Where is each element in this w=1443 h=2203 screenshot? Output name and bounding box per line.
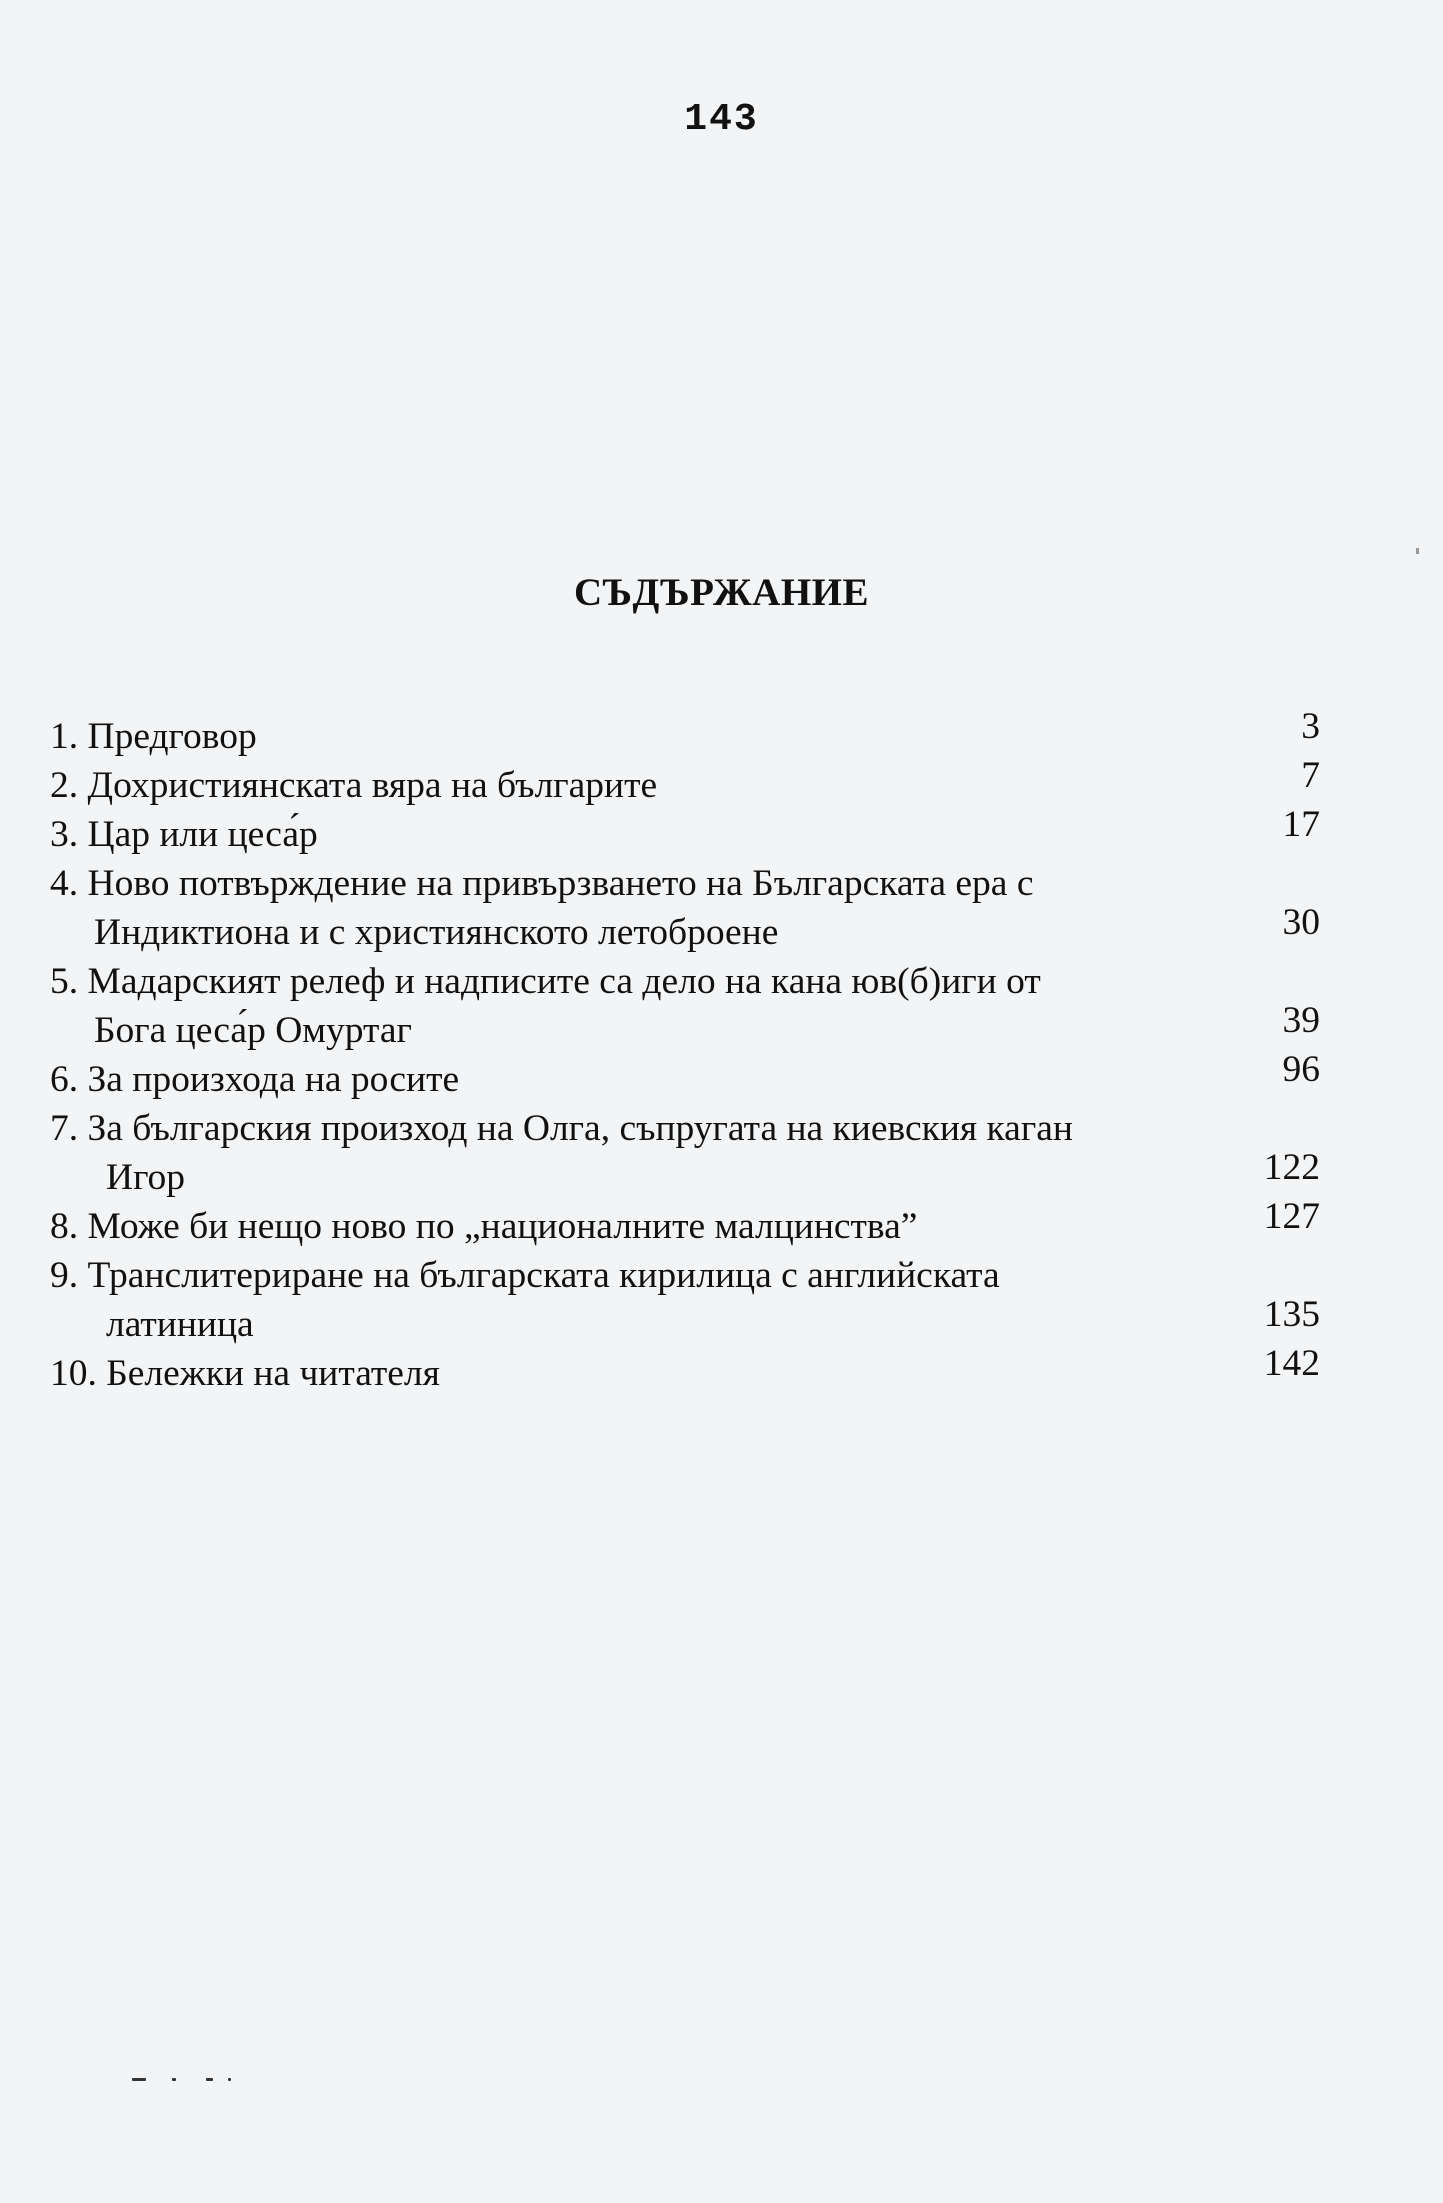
- toc-entry-text-continued: Индиктиона и с християнското летоброене: [94, 912, 779, 953]
- toc-entry-text-continued: Бога цеса́р Омуртаг: [94, 1010, 412, 1051]
- toc-entry-text: 5. Мадарският релеф и надписите са дело на кана юв(б)иги от: [50, 961, 1041, 1002]
- toc-entry: [50, 1196, 1320, 1251]
- toc-entry-page: 17: [1282, 804, 1320, 845]
- toc-entry-page: 39: [1282, 1000, 1320, 1041]
- toc-entry: [50, 1049, 1320, 1104]
- toc-entry: [50, 859, 1320, 957]
- toc-entry: [50, 1343, 1320, 1398]
- toc-entry-page: 96: [1282, 1049, 1320, 1090]
- page-edge-mark: [1416, 548, 1419, 554]
- toc-entry: [50, 706, 1320, 761]
- toc-title: СЪДЪРЖАНИЕ: [573, 571, 870, 614]
- toc-entry-page: 142: [1263, 1343, 1320, 1384]
- toc-entry: [50, 1251, 1320, 1349]
- scan-speck: [172, 2078, 176, 2081]
- toc-entry-text: 8. Може би нещо ново по „националните малцинства”: [50, 1206, 918, 1247]
- toc-entry-text: 2. Дохристиянската вяра на българите: [50, 765, 658, 806]
- scan-specks: [132, 2078, 252, 2084]
- toc-entry-page: 3: [1301, 706, 1320, 747]
- toc-entry-text: 3. Цар или цеса́р: [50, 814, 318, 855]
- toc-entry-text: 4. Ново потвърждение на привързването на Българската ера с: [50, 863, 1034, 904]
- scan-speck: [228, 2078, 231, 2081]
- page-number: 143: [684, 98, 759, 141]
- toc-entry-page: 135: [1263, 1294, 1320, 1335]
- toc-entry-text: 10. Бележки на читателя: [50, 1353, 440, 1394]
- toc-entry-page: 30: [1282, 902, 1320, 943]
- table-of-contents: [50, 706, 1320, 1398]
- toc-entry-text-continued: Игор: [106, 1157, 186, 1198]
- toc-entry-text-continued: латиница: [106, 1304, 254, 1345]
- toc-entry: [50, 804, 1320, 859]
- toc-entry-text: 1. Предговор: [50, 716, 257, 757]
- toc-entry-page: 127: [1263, 1196, 1320, 1237]
- toc-entry-page: 122: [1263, 1147, 1320, 1188]
- scan-speck: [206, 2078, 213, 2081]
- toc-entry: [50, 957, 1320, 1055]
- toc-entry: [50, 755, 1320, 810]
- toc-entry-text: 6. За произхода на росите: [50, 1059, 460, 1100]
- scan-speck: [132, 2078, 146, 2081]
- toc-entry: [50, 1104, 1320, 1202]
- toc-entry-text: 7. За българския произход на Олга, съпругата на киевския каган: [50, 1108, 1073, 1149]
- toc-entry-page: 7: [1301, 755, 1320, 796]
- toc-entry-text: 9. Транслитериране на българската кирилица с английската: [50, 1255, 1000, 1296]
